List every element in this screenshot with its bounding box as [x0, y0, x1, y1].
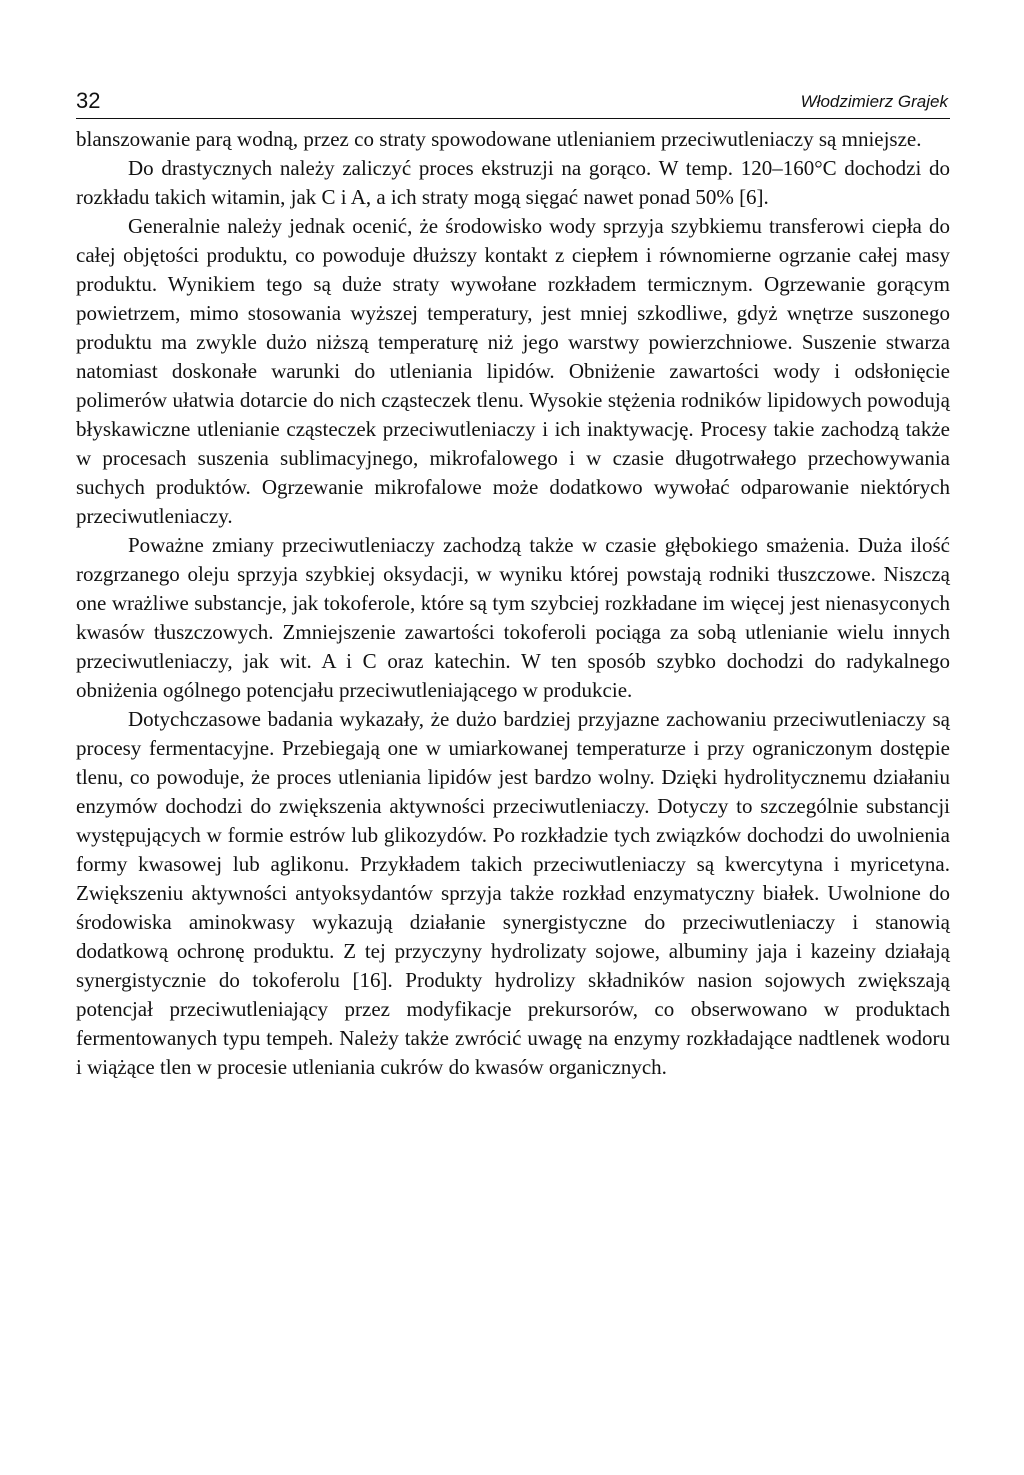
- book-page: [76, 88, 950, 1082]
- paragraph-extrusion: Do drastycznych należy zaliczyć proces ekstruzji na gorąco. W temp. 120–160°C dochodzi do rozkładu takich witamin, jak C i A, a ich straty mogą sięgać nawet ponad 50% [6].: [76, 156, 950, 209]
- body-text: [76, 125, 950, 1082]
- author-name: Włodzimierz Grajek: [800, 92, 948, 111]
- paragraph-continued: blanszowanie parą wodną, przez co straty spowodowane utlenianiem przeciwutleniaczy są mniejsze.: [76, 127, 922, 151]
- paragraph-drying: Generalnie należy jednak ocenić, że środowisko wody sprzyja szybkiemu transferowi ciepła do całej objętości produktu, co powoduje dłuższy kontakt z ciepłem i równomierne ogrzanie całej masy produktu. Wynikiem tego są duże straty wywołane rozkładem termicznym. Ogrzewanie gorącym powietrzem, mimo stosowania wyższej temperatury, jest mniej szkodliwe, gdyż wnętrze suszonego produktu ma zwykle dużo niższą temperaturę niż jego warstwy powierzchniowe. Suszenie stwarza natomiast doskonałe warunki do utleniania lipidów. Obniżenie zawartości wody i odsłonięcie polimerów ułatwia dotarcie do nich cząsteczek tlenu. Wysokie stężenia rodników lipidowych powodują błyskawiczne utlenianie cząsteczek przeciwutleniaczy i ich inaktywację. Procesy takie zachodzą także w procesach suszenia sublimacyjnego, mikrofalowego i w czasie długotrwałego przechowywania suchych produktów. Ogrzewanie mikrofalowe może dodatkowo wywołać odparowanie niektórych przeciwutleniaczy.: [76, 214, 950, 528]
- running-header: [76, 88, 950, 119]
- page-number: 32: [76, 88, 101, 113]
- paragraph-frying: Poważne zmiany przeciwutleniaczy zachodzą także w czasie głębokiego smażenia. Duża ilość rozgrzanego oleju sprzyja szybkiej oksydacji, w wyniku której powstają rodniki tłuszczowe. Niszczą one wrażliwe substancje, jak tokoferole, które są tym szybciej rozkładane im więcej jest nienasyconych kwasów tłuszczowych. Zmniejszenie zawartości tokoferoli pociąga za sobą utlenianie wielu innych przeciwutleniaczy, jak wit. A i C oraz katechin. W ten sposób szybko dochodzi do radykalnego obniżenia ogólnego potencjału przeciwutleniającego w produkcie.: [76, 533, 950, 702]
- paragraph-fermentation: Dotychczasowe badania wykazały, że dużo bardziej przyjazne zachowaniu przeciwutleniaczy są procesy fermentacyjne. Przebiegają one w umiarkowanej temperaturze i przy ograniczonym dostępie tlenu, co powoduje, że proces utleniania lipidów jest bardzo wolny. Dzięki hydrolitycznemu działaniu enzymów dochodzi do zwiększenia aktywności przeciwutleniaczy. Dotyczy to szczególnie substancji występujących w formie estrów lub glikozydów. Po rozkładzie tych związków dochodzi do uwolnienia formy kwasowej lub aglikonu. Przykładem takich przeciwutleniaczy są kwercytyna i myricetyna. Zwiększeniu aktywności antyoksydantów sprzyja także rozkład enzymatyczny białek. Uwolnione do środowiska aminokwasy wykazują działanie synergistyczne do przeciwutleniaczy i stanowią dodatkową ochronę produktu. Z tej przyczyny hydrolizaty sojowe, albuminy jaja i kazeiny działają synergistycznie do tokoferolu [16]. Produkty hydrolizy składników nasion sojowych zwiększają potencjał przeciwutleniający przez modyfikacje prekursorów, co obserwowano w produktach fermentowanych typu tempeh. Należy także zwrócić uwagę na enzymy rozkładające nadtlenek wodoru i wiążące tlen w procesie utleniania cukrów do kwasów organicznych.: [76, 707, 950, 1079]
